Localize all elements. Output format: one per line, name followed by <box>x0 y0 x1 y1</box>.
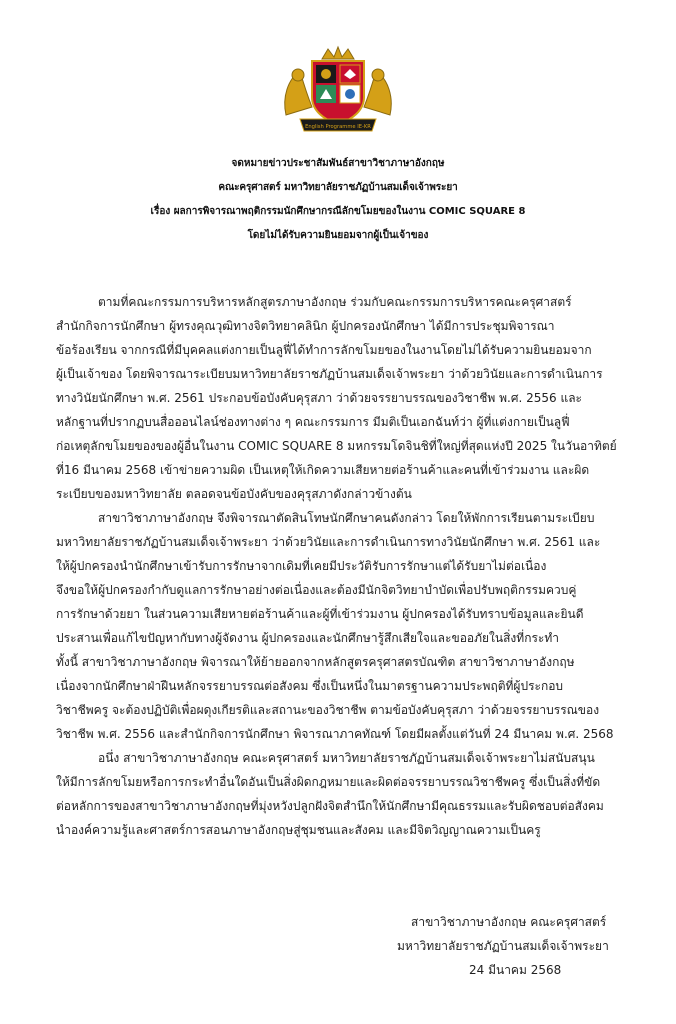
body-line: การรักษาด้วยยา ในส่วนความเสียหายต่อร้านค้าและผู้ที่เข้าร่วมงาน ผู้ปกครองได้รับทราบข้อมูลและยินดี <box>56 607 584 621</box>
crest-icon <box>278 45 398 139</box>
paragraph-2 <box>56 506 622 746</box>
body-line: ข้อร้องเรียน จากกรณีที่มีบุคคลแต่งกายเป็นลูฟี่ได้ทำการลักขโมยของในงานโดยไม่ได้รับความยินยอมจาก <box>56 343 592 357</box>
body-line: วิชาชีพ พ.ศ. 2556 และสำนักกิจการนักศึกษา พิจารณาภาคทัณฑ์ โดยมีผลตั้งแต่วันที่ 24 มีนาคม พ.ศ. 2568 <box>56 727 614 741</box>
body-line: ระเบียบของมหาวิทยาลัย ตลอดจนข้อบังคับของคุรุสภาดังกล่าวข้างต้น <box>56 487 412 501</box>
paragraph-1 <box>56 290 622 506</box>
header-faculty: คณะครุศาสตร์ มหาวิทยาลัยราชภัฏบ้านสมเด็จเจ้าพระยา <box>218 182 458 193</box>
body-line: ให้มีการลักขโมยหรือการกระทำอื่นใดอันเป็นสิ่งผิดกฎหมายและผิดต่อจรรยาบรรณวิชาชีพครู ซึ่งเป็นสิ่งที่ขัด <box>56 775 601 789</box>
body-line: ก่อเหตุลักขโมยของของผู้อื่นในงาน COMIC SQUARE 8 มหกรรมโดจินชิที่ใหญ่ที่สุดแห่งปี 2025 ในวันอาทิตย์ <box>56 439 617 453</box>
header-subject-cont: โดยไม่ได้รับความยินยอมจากผู้เป็นเจ้าของ <box>247 230 429 241</box>
body-line: ให้ผู้ปกครองนำนักศึกษาเข้ารับการรักษาจากเดิมที่เคยมีประวัติรับการรักษาแต่ได้รับยาไม่ต่อเนื่อง <box>56 559 547 573</box>
body-line: ประสานเพื่อแก้ไขปัญหากับทางผู้จัดงาน ผู้ปกครองและนักศึกษารู้สึกเสียใจและขออภัยในสิ่งที่กระทำ <box>56 631 560 645</box>
body-line: นำองค์ความรู้และศาสตร์การสอนภาษาอังกฤษสู่ชุมชนและสังคม และมีจิตวิญญาณความเป็นครู <box>56 823 541 837</box>
letter-header <box>0 152 676 248</box>
body-line: อนึ่ง สาขาวิชาภาษาอังกฤษ คณะครุศาสตร์ มหาวิทยาลัยราชภัฏบ้านสมเด็จเจ้าพระยาไม่สนับสนุน <box>98 751 595 765</box>
header-subject: เรื่อง ผลการพิจารณาพฤติกรรมนักศึกษากรณีลักขโมยของในงาน COMIC SQUARE 8 <box>150 206 526 217</box>
body-line: ต่อหลักการของสาขาวิชาภาษาอังกฤษที่มุ่งหวังปลูกฝังจิตสำนึกให้นักศึกษามีคุณธรรมและรับผิดชอบต่อสังคม <box>56 799 604 813</box>
department-logo <box>278 45 398 139</box>
logo-ribbon-text: English Programme IE-KR <box>305 124 371 130</box>
letter-body <box>56 290 622 842</box>
body-line: ตามที่คณะกรรมการบริหารหลักสูตรภาษาอังกฤษ ร่วมกับคณะกรรมการบริหารคณะครุศาสตร์ <box>98 295 572 309</box>
header-title: จดหมายข่าวประชาสัมพันธ์สาขาวิชาภาษาอังกฤษ <box>231 158 445 169</box>
body-line: วิชาชีพครู จะต้องปฏิบัติเพื่อผดุงเกียรติและสถานะของวิชาชีพ ตามข้อบังคับคุรุสภา ว่าด้วยจรรยาบรรณของ <box>56 703 600 717</box>
body-line: ทางวินัยนักศึกษา พ.ศ. 2561 ประกอบข้อบังคับคุรุสภา ว่าด้วยจรรยาบรรณของวิชาชีพ พ.ศ. 2556 และ <box>56 391 582 405</box>
body-line: ผู้เป็นเจ้าของ โดยพิจารณาระเบียบมหาวิทยาลัยราชภัฏบ้านสมเด็จเจ้าพระยา ว่าด้วยวินัยและการดำเนินการ <box>56 367 603 381</box>
signature-dept: สาขาวิชาภาษาอังกฤษ คณะครุศาสตร์ <box>411 915 607 929</box>
signature-university: มหาวิทยาลัยราชภัฏบ้านสมเด็จเจ้าพระยา <box>397 939 609 953</box>
body-line: เนื่องจากนักศึกษาฝ่าฝืนหลักจรรยาบรรณต่อสังคม ซึ่งเป็นหนึ่งในมาตรฐานความประพฤติที่ผู้ประกอบ <box>56 679 564 693</box>
body-line: ที่16 มีนาคม 2568 เข้าข่ายความผิด เป็นเหตุให้เกิดความเสียหายต่อร้านค้าและคนที่เข้าร่วมงาน และผิด <box>56 463 590 477</box>
body-line: สำนักกิจการนักศึกษา ผู้ทรงคุณวุฒิทางจิตวิทยาคลินิก ผู้ปกครองนักศึกษา ได้มีการประชุมพิจารณา <box>56 319 555 333</box>
signature-date: 24 มีนาคม 2568 <box>469 963 562 977</box>
body-line: จึงขอให้ผู้ปกครองกำกับดูแลการรักษาอย่างต่อเนื่องและต้องมีนักจิตวิทยาบำบัดเพื่อปรับพฤติกรรมควบคู่ <box>56 583 577 597</box>
paragraph-3 <box>56 746 622 842</box>
body-line: หลักฐานที่ปรากฏบนสื่อออนไลน์ช่องทางต่าง ๆ คณะกรรมการ มีมติเป็นเอกฉันท์ว่า ผู้ที่แต่งกายเป็นลูฟี่ <box>56 415 570 429</box>
body-line: สาขาวิชาภาษาอังกฤษ จึงพิจารณาตัดสินโทษนักศึกษาคนดังกล่าว โดยให้พักการเรียนตามระเบียบ <box>98 511 595 525</box>
body-line: ทั้งนี้ สาขาวิชาภาษาอังกฤษ พิจารณาให้ย้ายออกจากหลักสูตรครุศาสตรบัณฑิต สาขาวิชาภาษาอังกฤษ <box>56 655 575 669</box>
body-line: มหาวิทยาลัยราชภัฏบ้านสมเด็จเจ้าพระยา ว่าด้วยวินัยและการดำเนินการทางวินัยนักศึกษา พ.ศ. 2561 และ <box>56 535 601 549</box>
